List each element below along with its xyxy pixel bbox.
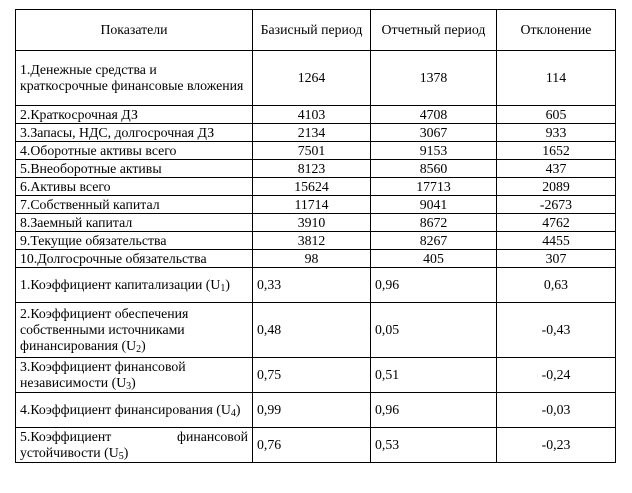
report-value: 3067 xyxy=(371,124,497,142)
report-value: 4708 xyxy=(371,106,497,124)
deviation-value: -2673 xyxy=(497,196,616,214)
table-row xyxy=(16,51,616,106)
base-value: 11714 xyxy=(253,196,371,214)
report-value: 0,96 xyxy=(371,393,497,428)
deviation-value: -0,43 xyxy=(497,303,616,358)
base-value: 8123 xyxy=(253,160,371,178)
coefficient-close: ) xyxy=(141,338,146,353)
base-value: 1264 xyxy=(253,51,371,106)
report-value: 0,96 xyxy=(371,268,497,303)
report-value: 17713 xyxy=(371,178,497,196)
row-label: 8.Заемный капитал xyxy=(16,214,253,232)
coefficient-row xyxy=(16,303,616,358)
coefficient-row xyxy=(16,428,616,463)
coefficient-close: ) xyxy=(131,375,136,390)
coefficient-text: 5.Коэффициент финансовой устойчивости (U xyxy=(20,429,248,460)
row-label: 4.Оборотные активы всего xyxy=(16,142,253,160)
row-label: 10.Долгосрочные обязательства xyxy=(16,250,253,268)
report-value: 0,53 xyxy=(371,428,497,463)
coefficient-text: 4.Коэффициент финансирования (U xyxy=(20,402,231,417)
row-label: 1.Денежные средства и краткосрочные финансовые вложения xyxy=(16,51,253,106)
base-value: 0,33 xyxy=(253,268,371,303)
header-row xyxy=(16,10,616,51)
row-label: 9.Текущие обязательства xyxy=(16,232,253,250)
row-label: 3.Запасы, НДС, долгосрочная ДЗ xyxy=(16,124,253,142)
base-value: 0,75 xyxy=(253,358,371,393)
deviation-value: 4455 xyxy=(497,232,616,250)
coefficient-text: 2.Коэффициент обеспечения собственными источниками финансирования (U xyxy=(20,306,189,353)
coefficient-close: ) xyxy=(225,277,230,292)
report-value: 8560 xyxy=(371,160,497,178)
base-value: 3812 xyxy=(253,232,371,250)
coefficient-row xyxy=(16,268,616,303)
header-indicators: Показатели xyxy=(16,10,253,51)
base-value: 4103 xyxy=(253,106,371,124)
table-row xyxy=(16,124,616,142)
base-value: 7501 xyxy=(253,142,371,160)
deviation-value: 307 xyxy=(497,250,616,268)
deviation-value: 933 xyxy=(497,124,616,142)
deviation-value: 1652 xyxy=(497,142,616,160)
coefficient-text: 1.Коэффициент капитализации (U xyxy=(20,277,221,292)
deviation-value: 4762 xyxy=(497,214,616,232)
table-row xyxy=(16,214,616,232)
coefficient-label xyxy=(16,268,253,303)
coefficient-subscript: 1 xyxy=(220,283,226,294)
row-label: 2.Краткосрочная ДЗ xyxy=(16,106,253,124)
coefficient-subscript: 4 xyxy=(230,408,236,419)
coefficient-row xyxy=(16,393,616,428)
financial-indicators-table xyxy=(15,9,616,463)
deviation-value: 2089 xyxy=(497,178,616,196)
base-value: 98 xyxy=(253,250,371,268)
base-value: 0,48 xyxy=(253,303,371,358)
coefficient-text: 3.Коэффициент финансовой независимости (U xyxy=(20,359,186,390)
report-value: 8267 xyxy=(371,232,497,250)
table-row xyxy=(16,232,616,250)
row-label: 6.Активы всего xyxy=(16,178,253,196)
coefficient-label xyxy=(16,428,253,463)
deviation-value: -0,03 xyxy=(497,393,616,428)
header-report-period: Отчетный период xyxy=(371,10,497,51)
coefficient-close: ) xyxy=(235,402,241,417)
coefficient-subscript: 5 xyxy=(118,451,124,462)
deviation-value: 114 xyxy=(497,51,616,106)
table-row xyxy=(16,196,616,214)
coefficient-subscript: 3 xyxy=(126,381,132,392)
base-value: 15624 xyxy=(253,178,371,196)
report-value: 9153 xyxy=(371,142,497,160)
row-label: 7.Собственный капитал xyxy=(16,196,253,214)
table-row xyxy=(16,160,616,178)
coefficient-row xyxy=(16,358,616,393)
deviation-value: -0,24 xyxy=(497,358,616,393)
table-row xyxy=(16,106,616,124)
coefficient-close: ) xyxy=(123,445,129,460)
deviation-value: 0,63 xyxy=(497,268,616,303)
base-value: 3910 xyxy=(253,214,371,232)
report-value: 1378 xyxy=(371,51,497,106)
coefficient-label xyxy=(16,358,253,393)
header-base-period: Базисный период xyxy=(253,10,371,51)
coefficient-label xyxy=(16,393,253,428)
table-row xyxy=(16,178,616,196)
coefficient-subscript: 2 xyxy=(136,344,142,355)
report-value: 0,05 xyxy=(371,303,497,358)
row-label: 5.Внеоборотные активы xyxy=(16,160,253,178)
report-value: 8672 xyxy=(371,214,497,232)
deviation-value: 605 xyxy=(497,106,616,124)
base-value: 2134 xyxy=(253,124,371,142)
report-value: 0,51 xyxy=(371,358,497,393)
header-deviation: Отклонение xyxy=(497,10,616,51)
base-value: 0,76 xyxy=(253,428,371,463)
report-value: 405 xyxy=(371,250,497,268)
report-value: 9041 xyxy=(371,196,497,214)
deviation-value: -0,23 xyxy=(497,428,616,463)
table-row xyxy=(16,250,616,268)
base-value: 0,99 xyxy=(253,393,371,428)
coefficient-label xyxy=(16,303,253,358)
table-row xyxy=(16,142,616,160)
deviation-value: 437 xyxy=(497,160,616,178)
